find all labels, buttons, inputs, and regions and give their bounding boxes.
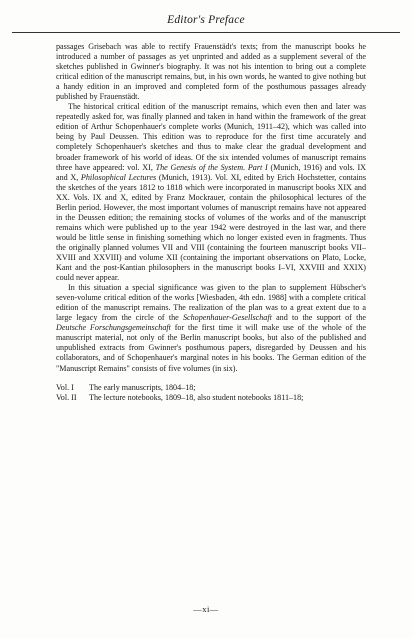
paragraph-2-text-a: The historical critical edition of the manuscript remains, which even then and later was repeatedly asked for, was finally planned and taken in hand within the framework of the great edition of Arthur Schopenhauer's complete works (Munich, 1911–42), which was called into being by Paul Deussen. This edition was to reproduce for the first time accurately and completely Schopenhauer's sketches and thus to make clear the gradual development and broader framework of his world of ideas. Of the six intended volumes of manuscript remains three have appeared: vol. XI, — [56, 102, 366, 172]
paragraph-3-text-b: and to the support of the — [271, 313, 366, 323]
volume-description: The lecture notebooks, 1809–18, also student notebooks 1811–18; — [89, 392, 304, 402]
volume-item — [56, 393, 366, 403]
paragraph-3-text-a: In this situation a special significance was given to the plan to supplement Hübscher's seven-volume critical edition of the works [Wiesbaden, 4th edn. 1988] with a complete critical edition of the manuscript remains. The realization of the plan was to a great extent due to a large legacy from the circle of the — [56, 283, 366, 323]
paragraph-1: passages Grisebach was able to rectify Frauenstädt's texts; from the manuscript books he introduced a number of passages as yet unprinted and added as a supplement several of the sketches published in Gwinner's biography. It was not his intention to bring out a complete critical edition of the manuscript remains, but, in his own words, he wanted to give nothing but a handy edition in an improved and completed form of the posthumous passages already published by Frauenstädt. — [56, 42, 366, 102]
running-head: Editor's Preface — [167, 14, 245, 26]
paragraph-2-text-b: (Munich, 1916) and vols. IX and X, — [56, 162, 366, 182]
paragraph-3 — [56, 283, 366, 373]
society-name: Schopenhauer-Gesellschaft — [182, 313, 272, 323]
volume-label: Vol. I — [56, 382, 74, 392]
book-title-genesis: The Genesis of the System. Part I — [155, 162, 268, 172]
volume-list — [56, 383, 366, 403]
volume-item — [56, 383, 366, 393]
foundation-name: Deutsche Forschungsgemeinschaft — [56, 323, 171, 333]
page-number: —xi— — [193, 604, 219, 614]
book-title-lectures: Philosophical Lectures — [80, 172, 157, 182]
volume-label: Vol. II — [56, 392, 77, 402]
body-text — [56, 42, 366, 403]
paragraph-2 — [56, 102, 366, 283]
paragraph-3-text-c: for the first time it will make use of the whole of the manuscript material, not only of the Berlin manuscript books, but also of the published and unpublished extracts from Gwinner's posthumous papers, disregarded by Deussen and his collaborators, and of Schopenhauer's marginal notes in his books. The German edition of the "Manuscript Remains" consists of five volumes (in six). — [56, 323, 366, 373]
header-rule — [12, 32, 400, 33]
paragraph-2-text-c: (Munich, 1913). Vol. XI, edited by Erich Hochstetter, contains the sketches of the years 1812 to 1818 which were incorporated in manuscript books XIX and XX. Vols. IX and X, edited by Franz Mockrauer, contain the philosophical lectures of the Berlin period. However, the most important volumes of manuscript remains have not appeared in the Deussen edition; the remaining stocks of volumes of the works and of the manuscript remains which were published up to the year 1942 were destroyed in the last war, and there would be little sense in finishing something which no longer existed even in fragments. Thus the originally planned volumes VII and VIII (containing the fourteen manuscript books VII–XVIII and XXVIII) and volume XII (containing the important observations on Plato, Locke, Kant and the post-Kantian philosophers in the manuscript books I–VI, XXVIII and XXIX) could never appear. — [56, 172, 366, 283]
volume-description: The early manuscripts, 1804–18; — [89, 382, 196, 392]
